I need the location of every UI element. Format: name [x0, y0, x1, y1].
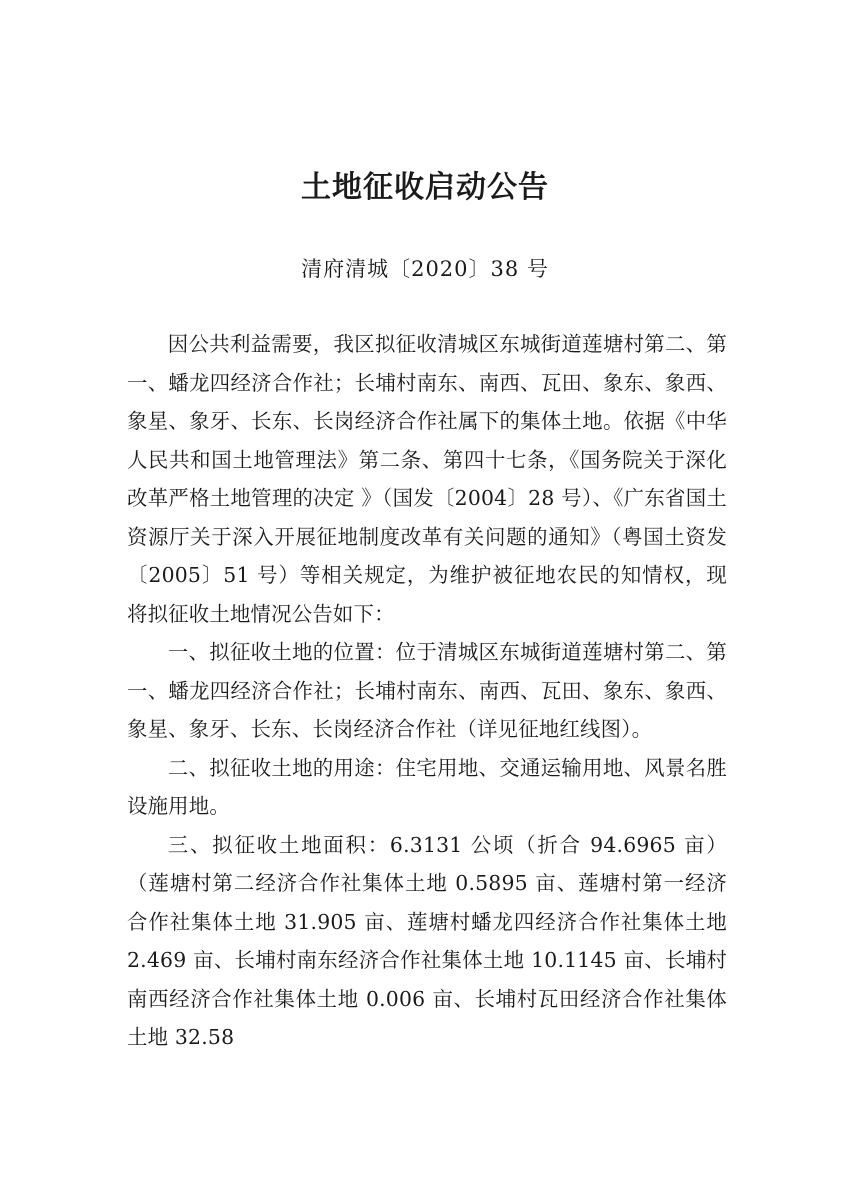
document-body	[127, 325, 727, 1057]
document-number: 清府清城〔2020〕38 号	[301, 257, 549, 281]
paragraph-intro: 因公共利益需要，我区拟征收清城区东城街道莲塘村第二、第一、蟠龙四经济合作社；长埔村南东、南西、瓦田、象东、象西、象星、象牙、长东、长岗经济合作社属下的集体土地。依据《中华人民共和国土地管理法》第二条、第四十七条，《国务院关于深化改革严格土地管理的决定 》（国发〔2004〕28 号）、《广东省国土资源厅关于深入开展征地制度改革有关问题的通知》（粤国土资发〔2005〕51 号）等相关规定，为维护被征地农民的知情权，现将拟征收土地情况公告如下：	[127, 332, 727, 626]
document-title: 土地征收启动公告	[301, 170, 549, 205]
paragraph-usage: 二、拟征收土地的用途：住宅用地、交通运输用地、风景名胜设施用地。	[127, 755, 727, 818]
paragraph-location: 一、拟征收土地的位置：位于清城区东城街道莲塘村第二、第一、蟠龙四经济合作社；长埔村南东、南西、瓦田、象东、象西、象星、象牙、长东、长岗经济合作社（详见征地红线图）。	[127, 640, 727, 741]
paragraph-area: 三、拟征收土地面积：6.3131 公顷（折合 94.6965 亩）（莲塘村第二经济合作社集体土地 0.5895 亩、莲塘村第一经济合作社集体土地 31.905 亩、莲塘村蟠龙四经济合作社集体土地 2.469 亩、长埔村南东经济合作社集体土地 10.1145 亩、长埔村南西经济合作社集体土地 0.006 亩、长埔村瓦田经济合作社集体土地 32.58	[127, 832, 727, 1049]
